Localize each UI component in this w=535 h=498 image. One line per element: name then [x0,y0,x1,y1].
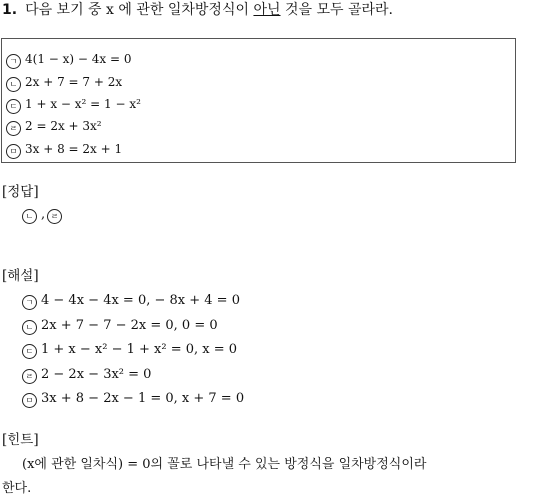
option-1-expr: 4(1 − x) − 4x = 0 [25,52,132,66]
hint-line-2: 한다. [2,481,32,496]
solution-line-3 [22,341,237,359]
solution-line-4 [22,366,151,384]
solution-line-1 [22,292,240,310]
option-5-expr: 3x + 8 = 2x + 1 [25,142,123,156]
solution-heading: [해설] [2,268,39,284]
solution-4-expr: 2 − 2x − 3x² = 0 [41,367,152,382]
answer-separator: , [41,207,46,222]
solution-line-2 [22,317,218,335]
option-2 [6,73,122,92]
answer-line [22,206,66,224]
answer-heading: [정답] [2,184,39,200]
hint-line-1: (x에 관한 일차식) = 0의 꼴로 나타낼 수 있는 방정식을 일차방정식이라 [22,457,427,472]
hint-heading: [힌트] [2,432,39,448]
options-box [1,38,516,163]
option-2-expr: 2x + 7 = 7 + 2x [25,75,123,89]
option-5-mark: ㅁ [6,144,21,159]
question-text: 다음 보기 중 x 에 관한 일차방정식이 [25,2,254,18]
solution-3-expr: 1 + x − x² − 1 + x² = 0, x = 0 [41,342,238,357]
solution-5-expr: 3x + 8 − 2x − 1 = 0, x + 7 = 0 [41,391,245,406]
solution-1-expr: 4 − 4x − 4x = 0, − 8x + 4 = 0 [41,293,240,308]
question-text-end: 것을 모두 골라라. [280,2,393,18]
option-2-mark: ㄴ [6,77,21,92]
solution-line-5 [22,390,244,408]
question-underlined: 아닌 [253,2,281,18]
solution-3-mark: ㄷ [22,344,37,359]
option-3-expr: 1 + x − x² = 1 − x² [25,97,141,111]
option-1 [6,50,132,69]
question-number: 1. [2,2,18,18]
option-3-mark: ㄷ [6,99,21,114]
solution-2-expr: 2x + 7 − 7 − 2x = 0, 0 = 0 [41,318,218,333]
answer-mark-2: ㄹ [47,209,62,224]
option-5 [6,140,122,159]
option-3 [6,95,141,114]
solution-4-mark: ㄹ [22,369,37,384]
option-4 [6,117,102,136]
solution-2-mark: ㄴ [22,320,37,335]
option-4-expr: 2 = 2x + 3x² [25,119,102,133]
answer-mark-1: ㄴ [22,209,37,224]
question [2,0,393,20]
solution-1-mark: ㄱ [22,295,37,310]
option-1-mark: ㄱ [6,54,21,69]
option-4-mark: ㄹ [6,121,21,136]
solution-5-mark: ㅁ [22,393,37,408]
